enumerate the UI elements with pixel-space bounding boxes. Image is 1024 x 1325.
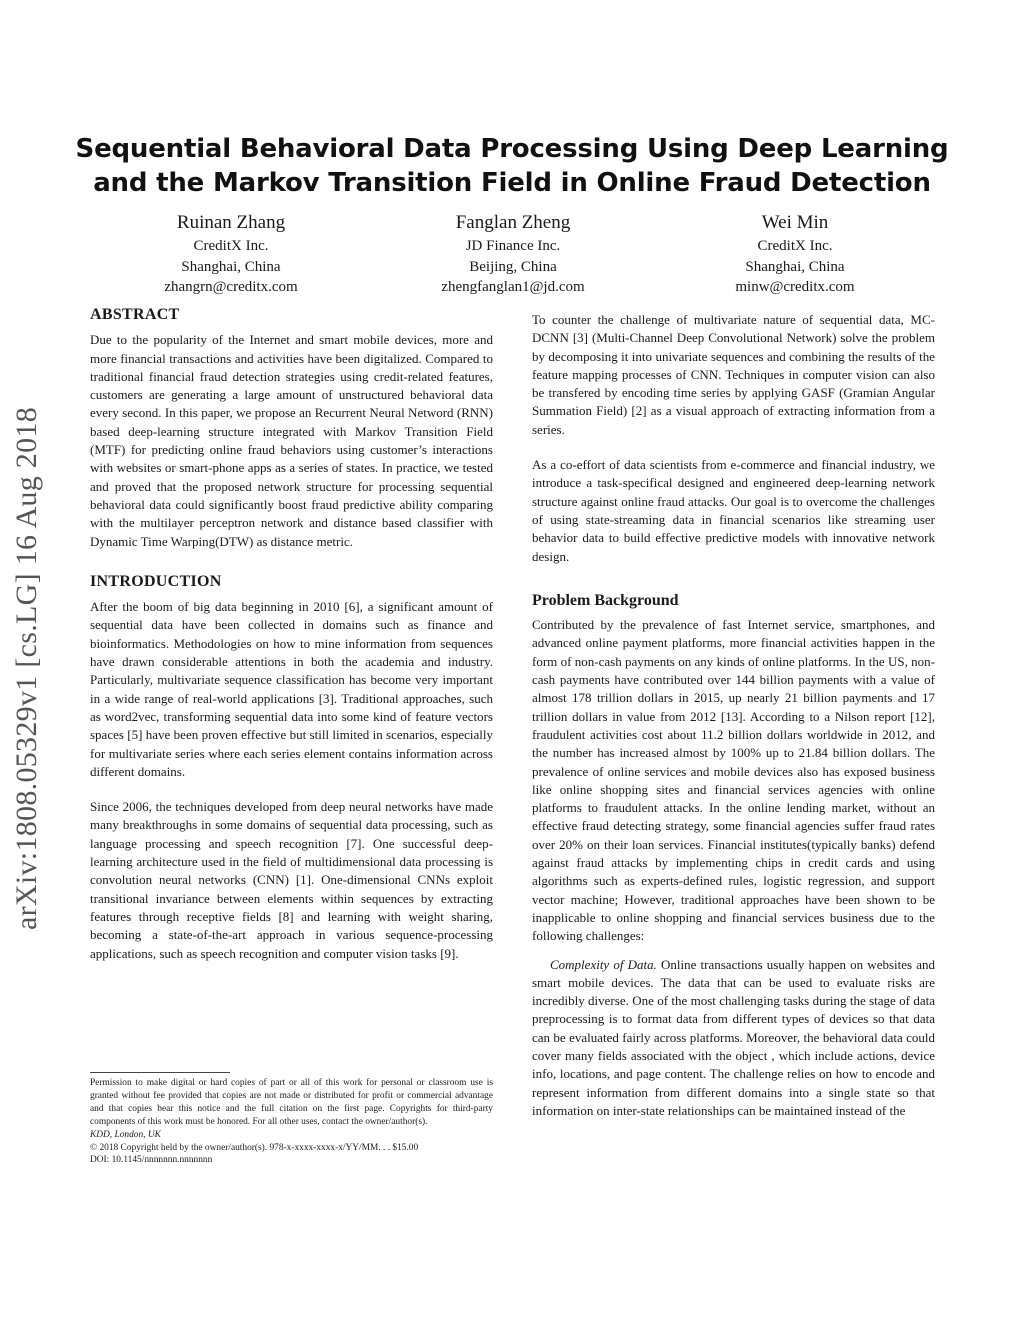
footnote-divider — [90, 1072, 230, 1073]
author-email: zhangrn@creditx.com — [164, 279, 298, 295]
copyright-line: © 2018 Copyright held by the owner/author(s). 978-x-xxxx-xxxx-x/YY/MM. . . $15.00 — [90, 1142, 419, 1153]
right-paragraph-1: To counter the challenge of multivariate nature of sequential data, MC-DCNN [3] (Multi-Channel Deep Convolutional Network) solve the problem by decomposing it into univariate sequences and combining the results of the feature mapping processes of CNN. Techniques in computer vision can also be transfered by encoding time series by applying GASF (Gramian Angular Summation Field) [2] as a visual approach of extracting information from a series. — [532, 312, 935, 437]
author-email: minw@creditx.com — [735, 279, 855, 295]
author-block — [90, 210, 936, 298]
author-2 — [372, 210, 654, 298]
complexity-label: Complexity of Data. — [550, 956, 657, 972]
introduction-paragraph-2: Since 2006, the techniques developed from deep neural networks have made many breakthroughs in some domains of sequential data processing, such as language processing and speech recognition [7]. One successful deep-learning architecture used in the field of multidimensional data processing is convolution neural networks (CNN) [1]. One-dimensional CNNs exploit transitional invariance between elements within sequences by extracting features through receptive fields [8] and learning with weight sharing, becoming a state-of-the-art approach in various sequence-processing applications, such as speech recognition and computer vision tasks [9]. — [90, 799, 493, 961]
complexity-text: Online transactions usually happen on websites and smart mobile devices. The data that can be used to evaluate risks are incredibly diverse. One of the most challenging tasks during the stage of data preprocessing is to format data from different types of devices so that data can be evaluated fairly across platforms. Moreover, the behavioral data could cover many fields associated with the object , which include actions, device info, locations, and page content. The challenge relies on how to encode and represent information from different domains into a single state so that information on inter-state relationships can be maintained instead of the — [532, 956, 935, 1118]
complexity-paragraph — [532, 956, 935, 1121]
introduction-heading: INTRODUCTION — [90, 572, 222, 590]
author-name: Fanglan Zheng — [455, 212, 571, 233]
right-paragraph-2: As a co-effort of data scientists from e-commerce and financial industry, we introduce a task-specifical designed and engineered deep-learning network structure against online fraud attacks. Our goal is to overcome the challenges of using state-streaming data in financial scenarios like streaming user behavior data to build effective predictive models with innovative network design. — [532, 457, 935, 564]
author-location: Shanghai, China — [181, 258, 281, 275]
copyright-footnote — [90, 1077, 493, 1167]
author-1 — [90, 210, 372, 298]
author-location: Shanghai, China — [745, 258, 845, 275]
abstract-heading: ABSTRACT — [90, 306, 180, 323]
doi: DOI: 10.1145/nnnnnnn.nnnnnnn — [90, 1155, 213, 1166]
introduction-paragraph-1: After the boom of big data beginning in 2010 [6], a significant amount of sequential data have been collected in domains such as finance and bioinformatics. Methodologies on how to mine information from sequences have drawn considerable attentions in both the academia and industry. Particularly, multivariate sequence classification has become very important in a wide range of real-world applications [3]. Traditional approaches, such as word2vec, transforming sequential data into some kind of feature vectors spaces [5] have been proven effective but still limited in scenarios, especially for multivariate series where each series element contains information across different domains. — [90, 599, 493, 779]
author-email: zhengfanglan1@jd.com — [441, 279, 585, 295]
venue: KDD, London, UK — [90, 1129, 161, 1140]
author-name: Wei Min — [761, 212, 829, 233]
paper-title: Sequential Behavioral Data Processing Using Deep Learning and the Markov Transition Field in Online Fraud Detection — [75, 134, 949, 198]
author-affiliation: JD Finance Inc. — [465, 238, 561, 254]
arxiv-identifier: arXiv:1808.05329v1 [cs.LG] 16 Aug 2018 — [10, 406, 43, 930]
author-location: Beijing, China — [469, 258, 557, 275]
permission-notice: Permission to make digital or hard copies of part or all of this work for personal or classroom use is granted without fee provided that copies are not made or distributed for profit or commercial advantage and that copies bear this notice and the full citation on the first page. Copyrights for third-party components of this work must be honored. For all other uses, contact the owner/author(s). — [90, 1078, 493, 1127]
author-affiliation: CreditX Inc. — [193, 238, 269, 254]
author-name: Ruinan Zhang — [176, 212, 286, 233]
author-affiliation: CreditX Inc. — [757, 238, 833, 254]
right-column — [532, 311, 935, 1120]
problem-background-heading: Problem Background — [532, 591, 679, 609]
abstract-text: Due to the popularity of the Internet and smart mobile devices, more and more financial transactions and activities have been digitalized. Compared to traditional financial fraud detection strategies using credit-related features, customers are generating a large amount of unstructured behavioral data every second. In this paper, we propose an Recurrent Neural Netword (RNN) based deep-learning structure integrated with Markov Transition Field (MTF) for predicting online fraud behaviors using customer’s interactions with websites or smart-phone apps as a series of states. In practice, we tested and proved that the proposed network structure for processing sequential behavioral data could significantly boost fraud predictive ability comparing with the multilayer perceptron network and distance based classifier with Dynamic Time Warping(DTW) as distance metric. — [90, 332, 493, 549]
problem-background-paragraph: Contributed by the prevalence of fast Internet service, smartphones, and advanced online payment platforms, more financial activities happen in the form of non-cash payments on any kinds of online platforms. In the US, non-cash payments have contributed over 144 billion payments with a value of almost 178 trillion dollars in 2015, up nearly 21 billion payments and 17 trillion dollars in value from 2012 [13]. According to a Nilson report [12], fraudulent activities cost about 11.2 billion dollars worldwide in 2012, and the number has increased almost by 100% up to 21.84 billion dollars. The prevalence of online services and mobile devices also has exposed business like online shopping sites and financial services agencies with online platforms to fraudulent attacks. In the online lending market, without an effective fraud detecting strategy, some financial agencies suffer fraud rates over 20% on their loan services. Financial institutes(typically banks) defend against fraud attacks by implementing chips in credit cards and using algorithms such as experts-defined rules, logistic regression, and support vector machine; However, traditional approaches have been shown to be inapplicable to online shopping and financial services business due to the following challenges: — [532, 617, 935, 944]
author-3 — [654, 210, 936, 298]
left-column — [90, 306, 493, 963]
